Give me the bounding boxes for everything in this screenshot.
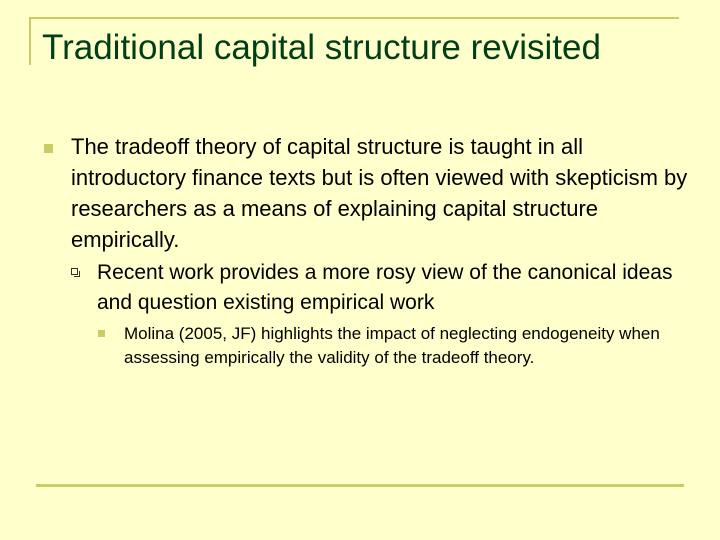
bullet-text-level2: Recent work provides a more rosy view of the canonical ideas and question existing empirical work: [97, 261, 673, 314]
bullet-small-square-icon: [98, 330, 105, 337]
bullet-hollow-square-icon: [71, 268, 78, 275]
bullet-square-icon: [44, 144, 53, 153]
title-frame-left: [29, 17, 31, 65]
title-frame-top: [29, 17, 679, 19]
bottom-rule: [36, 484, 684, 487]
bullet-text-level3: Molina (2005, JF) highlights the impact of neglecting endogeneity when assessing empirically the validity of the tradeoff theory.: [124, 324, 660, 367]
bullet-text-level1: The tradeoff theory of capital structure is taught in all introductory finance texts but is often viewed with skepticism by researchers as a means of explaining capital structure empirically.: [71, 134, 688, 252]
slide-title: Traditional capital structure revisited: [42, 28, 601, 67]
